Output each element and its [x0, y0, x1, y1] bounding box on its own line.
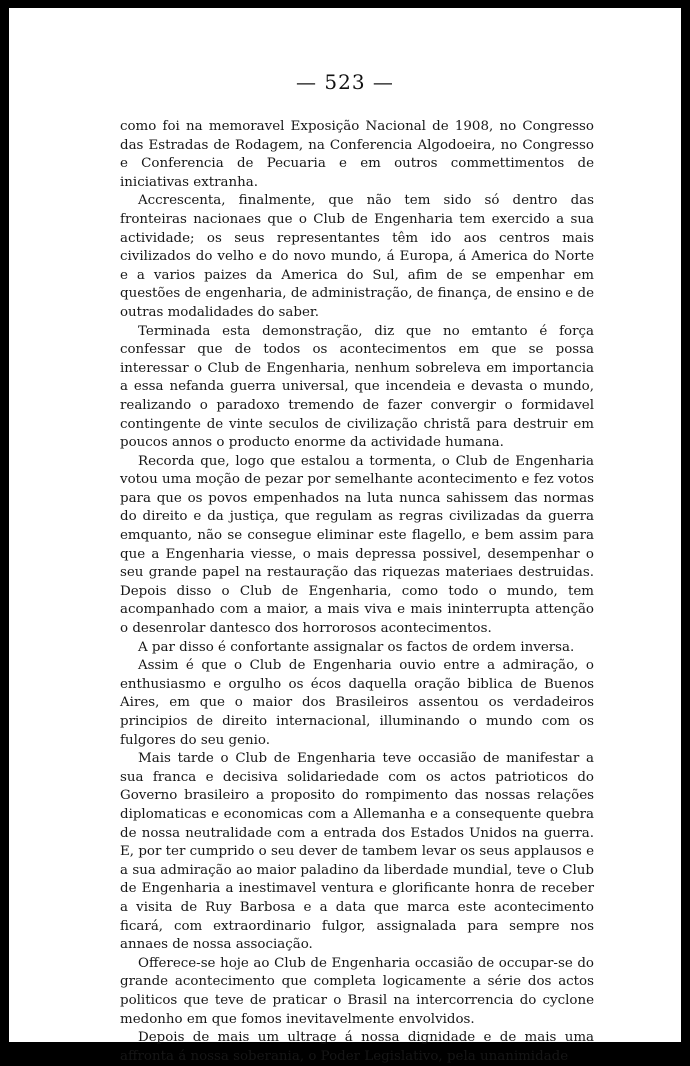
paragraph-6: Assim é que o Club de Engenharia ouvio entre a admiração, o enthusiasmo e orgulho os écos daquella oração biblica de Buenos Aires, em que o maior dos Brasileiros assentou os verdadeiros principios de direito internacional, illuminando o mundo com os fulgores do seu genio.	[120, 658, 594, 748]
page-number: — 523 —	[296, 70, 394, 94]
paragraph-2: Accrescenta, finalmente, que não tem sido só dentro das fronteiras nacionaes que o Club de Engenharia tem exercido a sua actividade; os seus representantes têm ido aos centros mais civilizados do velho e do novo mundo, á Europa, á America do Norte e a varios paizes da America do Sul, afim de se empenhar em questões de engenharia, de administração, de finança, de ensino e de outras modalidades do saber.	[120, 193, 594, 320]
paragraph-7: Mais tarde o Club de Engenharia teve occasião de manifestar a sua franca e decisiva solidariedade com os actos patrioticos do Governo brasileiro a proposito do rompimento das nossas relações diplomaticas e economicas com a Allemanha e a consequente quebra de nossa neutralidade com a entrada dos Estados Unidos na guerra. E, por ter cumprido o seu dever de tambem levar os seus applausos e a sua admiração ao maior paladino da liberdade mundial, teve o Club de Engenharia a inestimavel ventura e glorificante honra de receber a visita de Ruy Barbosa e a data que marca este acontecimento ficará, com extraordinario fulgor, assignalada para sempre nos annaes de nossa associação.	[120, 751, 594, 953]
paragraph-5: A par disso é confortante assignalar os factos de ordem inversa.	[138, 639, 575, 655]
paragraph-1: como foi na memoravel Exposição Nacional de 1908, no Congresso das Estradas de Rodagem, na Conferencia Algodoeira, no Congresso e Conferencia de Pecuaria e em outros commettimentos de iniciativas extranha.	[120, 119, 594, 190]
book-page	[9, 8, 681, 1064]
paragraph-8: Offerece-se hoje ao Club de Engenharia occasião de occupar-se do grande acontecimento que completa logicamente a série dos actos politicos que teve de praticar o Brasil na intercorrencia do cyclone medonho em que fomos inevitavelmente envolvidos.	[120, 955, 594, 1027]
body-text	[120, 118, 594, 1066]
paragraph-4: Recorda que, logo que estalou a tormenta, o Club de Engenharia votou uma moção de pezar por semelhante acontecimento e fez votos para que os povos empenhados na luta nunca sahissem das normas do direito e da justiça, que regulam as regras civilizadas da guerra emquanto, não se consegue eliminar este flagello, e bem assim para que a Engenharia viesse, o mais depressa possivel, desempenhar o seu grande papel na restauração das riquezas materiaes destruidas. Depois disso o Club de Engenharia, como todo o mundo, tem acompanhado com a maior, a mais viva e mais ininterrupta attenção o desenrolar dantesco dos horrorosos acontecimentos.	[120, 453, 594, 637]
paragraph-9: Depois de mais um ultrage á nossa dignidade e de mais uma affronta á nossa soberania, o Poder Legislativo, pela unanimidade	[120, 1030, 594, 1064]
paragraph-3: Terminada esta demonstração, diz que no emtanto é força confessar que de todos os acontecimentos em que se possa interessar o Club de Engenharia, nenhum sobreleva em importancia a essa nefanda guerra universal, que incendeia e devasta o mundo, realizando o paradoxo tremendo de fazer convergir o formidavel contingente de vinte seculos de civilização christã para destruir em poucos annos o producto enorme da actividade humana.	[120, 323, 594, 451]
